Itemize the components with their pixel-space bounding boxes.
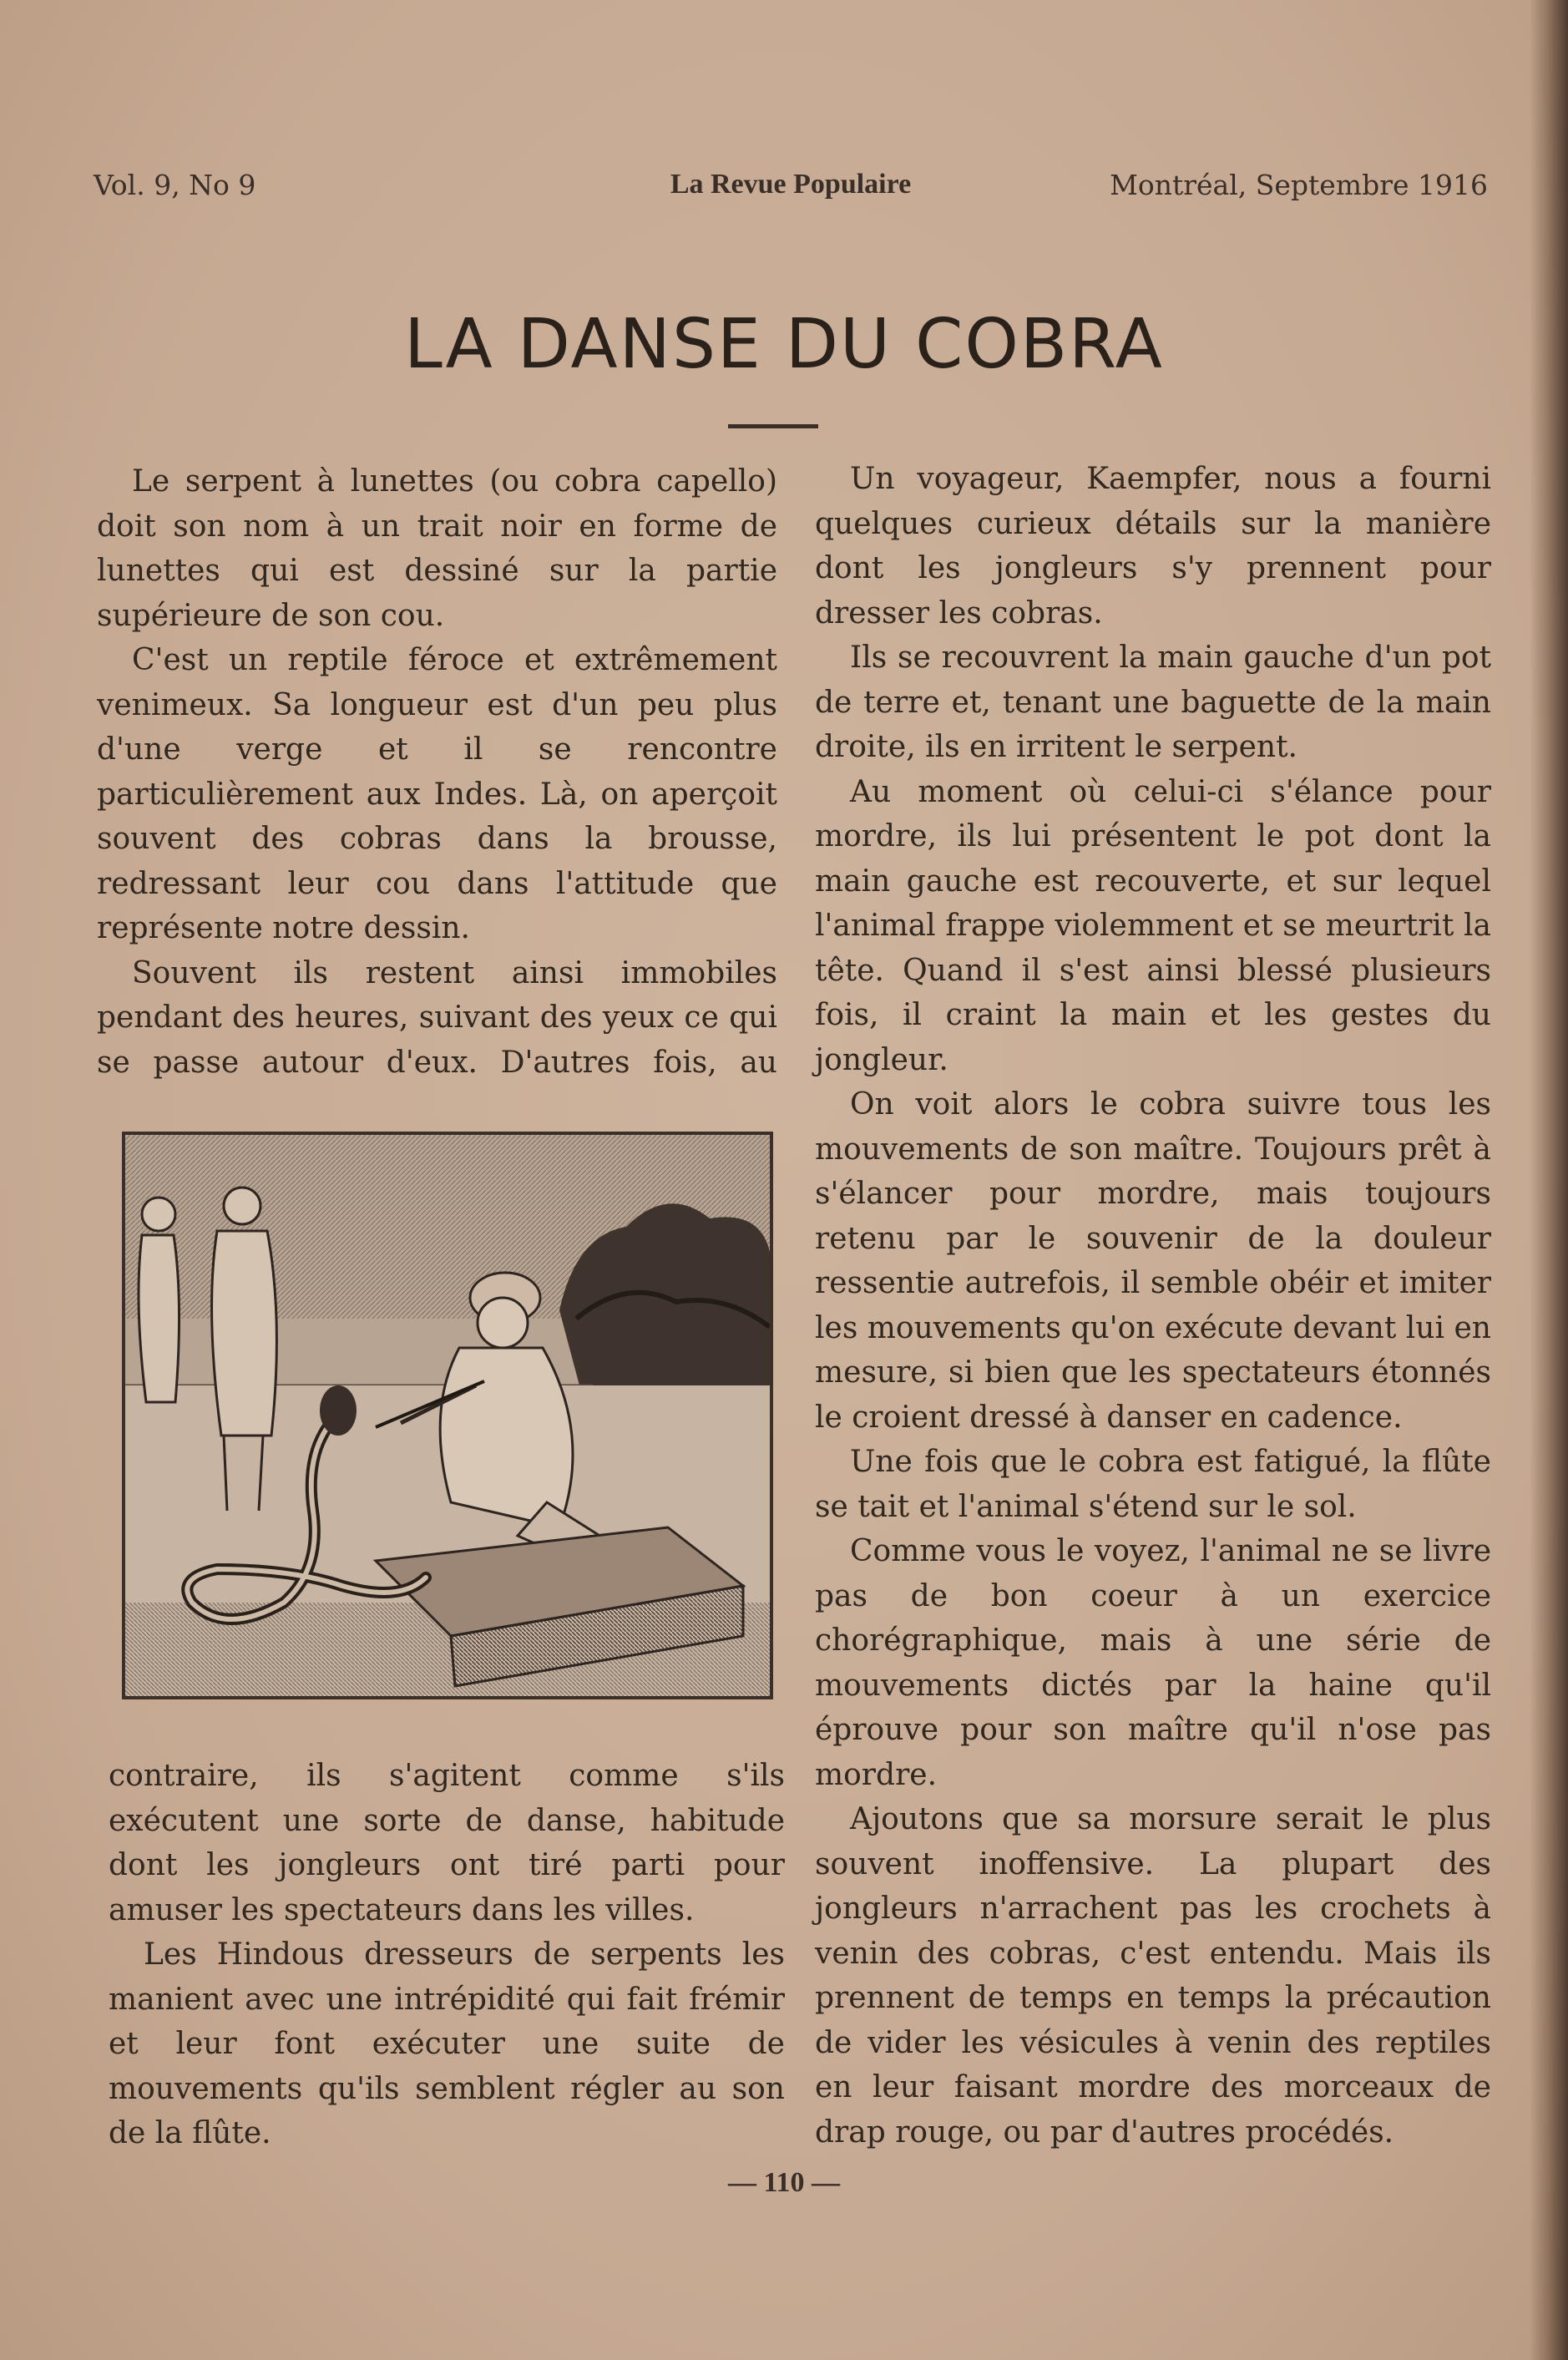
paragraph: Un voyageur, Kaempfer, nous a fourni quelques curieux détails sur la manière dont les jongleurs s'y prennent pour dresser les cobras. (815, 462, 1491, 631)
paragraph: Comme vous le voyez, l'animal ne se livre pas de bon coeur à un exercice chorégraphique, mais à une série de mouvements dictés par la haine qu'il éprouve pour son maître qu'il n'ose pas mordre. (815, 1534, 1491, 1792)
volume-number: Vol. 9, No 9 (94, 169, 256, 201)
paragraph: contraire, ils s'agitent comme s'ils exécutent une sorte de danse, habitude dont les jongleurs ont tiré parti pour amuser les spectateurs dans les villes. (109, 1759, 785, 1927)
right-column (815, 457, 1491, 2155)
paragraph: Au moment où celui-ci s'élance pour mordre, ils lui présentent le pot dont la main gauche est recouverte, et sur lequel l'animal frappe violemment et se meurtrit la tête. Quand il s'est ainsi blessé plusieurs fois, il craint la main et les gestes du jongleur. (815, 774, 1491, 1077)
paragraph: Ils se recouvrent la main gauche d'un pot de terre et, tenant une baguette de la main droite, ils en irritent le serpent. (815, 641, 1491, 764)
paragraph: On voit alors le cobra suivre tous les mouvements de son maître. Toujours prêt à s'élancer pour mordre, mais toujours retenu par le souvenir de la douleur ressentie autrefois, il semble obéir et imiter les mouvements qu'on exécute devant lui en mesure, si bien que les spectateurs étonnés le croient dressé à danser en cadence. (815, 1087, 1491, 1435)
paragraph: Ajoutons que sa morsure serait le plus souvent inoffensive. La plupart des jongleurs n'arrachent pas les crochets à venin des cobras, c'est entendu. Mais ils prennent de temps en temps la précaution de vider les vésicules à venin des reptiles en leur faisant mordre des morceaux de drap rouge, ou par d'autres procédés. (815, 1802, 1491, 2150)
article-title: LA DANSE DU COBRA (404, 305, 1164, 384)
place-date: Montréal, Septembre 1916 (1110, 169, 1488, 201)
left-column-bottom (109, 1754, 785, 2156)
paragraph: Une fois que le cobra est fatigué, la flûte se tait et l'animal s'étend sur le sol. (815, 1445, 1491, 1524)
paragraph: Les Hindous dresseurs de serpents les manient avec une intrépidité qui fait frémir et leur font exécuter une suite de mouvements qu'ils semblent régler au son de la flûte. (109, 1937, 785, 2150)
paragraph: Le serpent à lunettes (ou cobra capello) doit son nom à un trait noir en forme de lunettes qui est dessiné sur la partie supérieure de son cou. (97, 464, 777, 633)
paragraph: C'est un reptile féroce et extrêmement venimeux. Sa longueur est d'un peu plus d'une verge et il se rencontre particulièrement aux Indes. Là, on aperçoit souvent des cobras dans la brousse, redressant leur cou dans l'attitude que représente notre dessin. (97, 643, 777, 945)
paragraph: Souvent ils restent ainsi immobiles pendant des heures, suivant des yeux ce qui se passe autour d'eux. D'autres fois, au (97, 955, 777, 1080)
left-column-top (97, 459, 777, 1085)
cobra-charmer-illustration (122, 1132, 773, 1699)
running-head (94, 169, 1488, 210)
page-number: — 110 — (727, 2167, 841, 2198)
title-rule (728, 424, 818, 428)
publication-name: La Revue Populaire (670, 169, 912, 200)
